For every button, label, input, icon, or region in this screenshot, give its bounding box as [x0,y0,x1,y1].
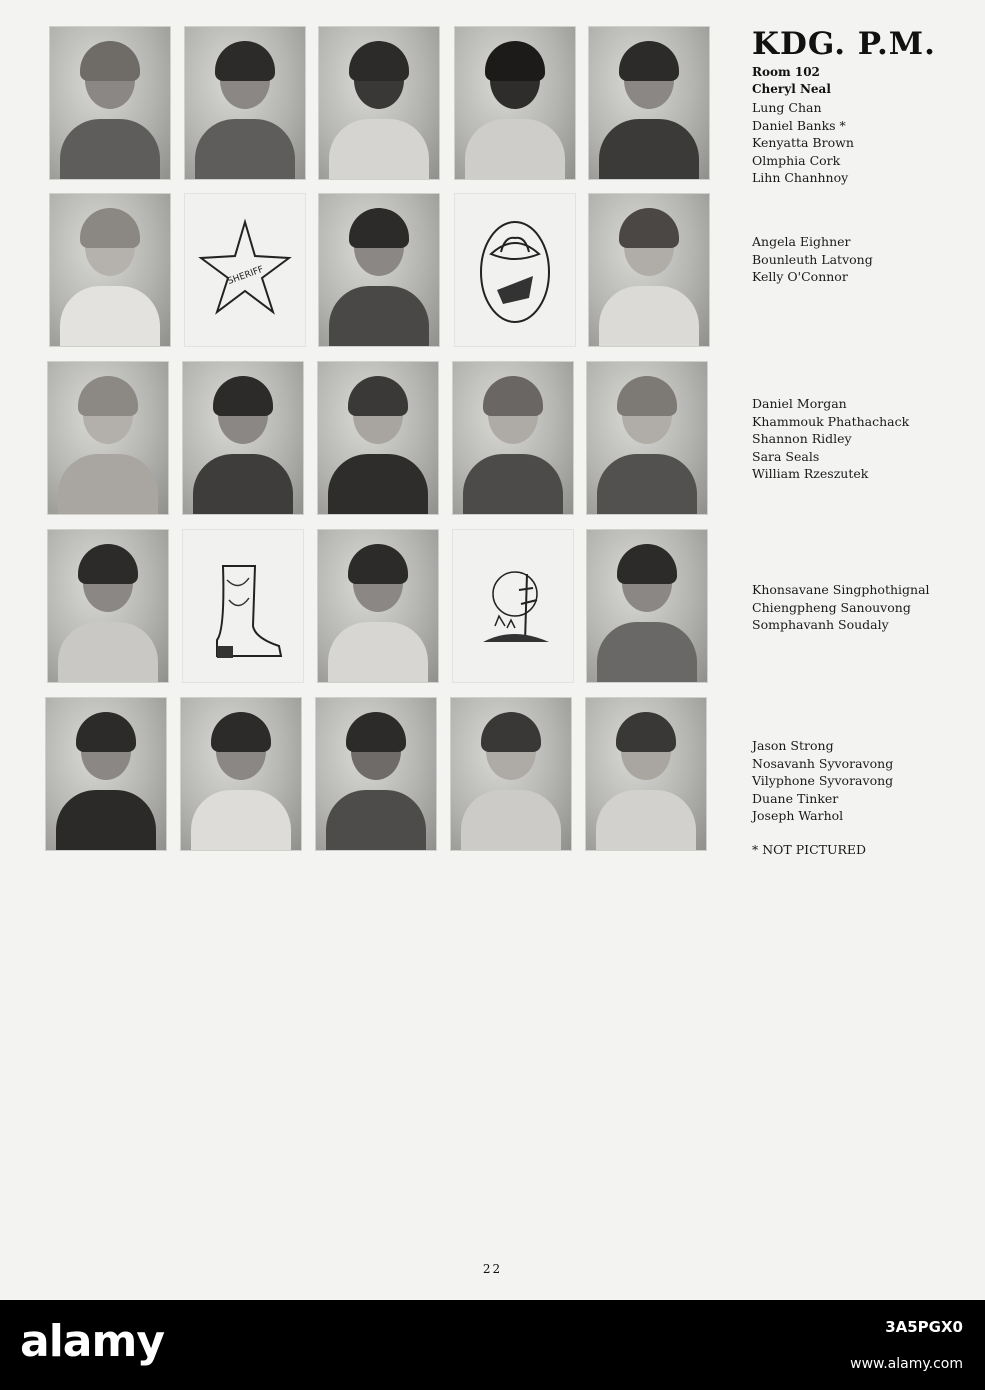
cowboy-hat-icon [455,194,575,346]
sheriff-badge-text: SHERIFF [226,264,265,287]
portrait-photo [451,698,571,850]
portrait-photo [589,194,709,346]
student-name: Duane Tinker [752,790,839,806]
student-name: Chiengpheng Sanouvong [752,599,911,615]
student-name: Vilyphone Syvoravong [752,773,894,788]
footer-url: www.alamy.com [850,1356,963,1372]
portrait-photo [589,27,709,179]
sheriff-star-illustration [185,194,305,346]
portrait-photo [319,194,439,346]
student-name: Olmphia Cork [752,152,841,168]
portrait-photo [455,27,575,179]
student-name: Daniel Banks * [752,117,846,133]
student-name: Bounleuth Latvong [752,251,873,267]
portrait-photo [50,27,170,179]
student-name: Nosavanh Syvoravong [752,755,894,771]
student-name: Khonsavane Singphothignal [752,582,930,597]
name-list-row-1 [752,99,854,187]
student-name: Sara Seals [752,448,820,464]
portrait-photo [316,698,436,850]
cowboy-hat-illustration [455,194,575,346]
student-name: Kelly O'Connor [752,269,848,284]
portrait-photo [50,194,170,346]
sheriff-star-icon [185,194,305,346]
portrait-photo [453,362,573,514]
student-name: Lihn Chanhnoy [752,170,849,185]
portrait-photo [318,362,438,514]
portrait-photo [183,362,303,514]
name-list-row-3 [752,395,909,483]
student-name: Somphavanh Soudaly [752,617,889,632]
page-number: 22 [482,1262,503,1276]
portrait-photo [181,698,301,850]
name-list-row-5 [752,737,893,825]
portrait-photo [185,27,305,179]
cowboy-boot-icon [183,530,303,682]
watermark-footer [0,1300,985,1390]
student-name: Shannon Ridley [752,431,852,446]
name-list-row-4 [752,581,930,634]
portrait-photo [48,362,168,514]
student-name: William Rzeszutek [752,466,869,481]
desert-scene-illustration [453,530,573,682]
portrait-photo [48,530,168,682]
class-title: KDG. P.M. [752,26,936,62]
cowboy-boot-illustration [183,530,303,682]
student-name: Joseph Warhol [752,808,844,823]
portrait-photo [319,27,439,179]
portrait-photo [587,530,707,682]
student-name: Khammouk Phathachack [752,413,910,429]
name-list-row-2 [752,233,873,286]
alamy-logo: alamy [20,1316,164,1367]
student-name: Angela Eighner [752,234,851,249]
portrait-photo [586,698,706,850]
portrait-photo [46,698,166,850]
room-number: Room 102 [752,65,820,79]
desert-scene-icon [453,530,573,682]
image-id: 3A5PGX0 [885,1318,963,1336]
student-name: Kenyatta Brown [752,135,854,150]
not-pictured-note: * NOT PICTURED [752,842,867,857]
portrait-photo [318,530,438,682]
teacher-name: Cheryl Neal [752,82,831,96]
student-name: Jason Strong [752,738,834,753]
portrait-photo [587,362,707,514]
student-name: Daniel Morgan [752,396,847,411]
student-name: Lung Chan [752,100,822,115]
